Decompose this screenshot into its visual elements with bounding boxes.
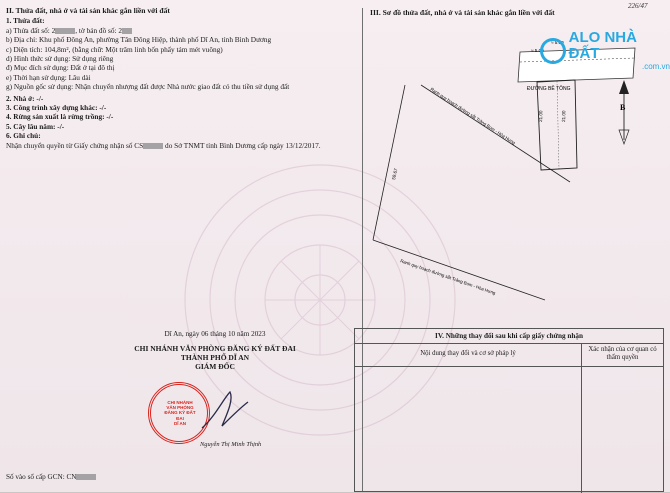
signer-name: Nguyễn Thị Minh Thịnh (200, 441, 262, 448)
alo-logo-icon (540, 38, 566, 64)
dimension-b: 21.00 (561, 110, 567, 123)
content-cell (355, 367, 582, 493)
issue-date: Dĩ An, ngày 06 tháng 10 năm 2023 (164, 330, 266, 338)
notes-suffix: do Sở TNMT tỉnh Bình Dương cấp ngày 13/12/2017. (163, 140, 321, 150)
redaction-mask (55, 28, 75, 34)
dimension-a: 21.00 (538, 110, 544, 123)
diagram-heading: III. Sơ đồ thửa đất, nhà ở và tài sản khác gắn liền với đất (370, 8, 555, 17)
boundary-label-top: Ranh quy hoạch đường sắt Trảng Bom - Hòa Hưng (429, 86, 517, 146)
seal-text: CHI NHÁNH VĂN PHÒNG ĐĂNG KÝ ĐẤT ĐAI DĨ AN (164, 400, 196, 426)
redaction-mask (143, 143, 163, 149)
usage-origin-line: g) Nguồn gốc sử dụng: Nhận chuyển nhượng đất được Nhà nước giao đất có thu tiền sử dụng đất (6, 82, 290, 92)
notes-prefix: Nhận chuyển quyền từ Giấy chứng nhận số CS (6, 140, 144, 150)
site-watermark (540, 30, 670, 71)
changes-table-body (355, 367, 663, 493)
parcel-number-label: a) Thửa đất số: 2 (6, 25, 56, 35)
signature-block (80, 330, 350, 371)
boundary-line-left (373, 85, 405, 240)
area-line: c) Diện tích: 104,8m², (bằng chữ: Một trăm linh bốn phẩy tám mét vuông) (6, 44, 223, 54)
road-label: ĐƯỜNG BÊ TÔNG (527, 86, 571, 92)
notes-heading: 6. Ghi chú: (6, 131, 41, 141)
handwritten-signature (196, 388, 256, 434)
house-line: 2. Nhà ở: -/- (6, 93, 44, 103)
redaction-mask (122, 28, 132, 34)
watermark-text (569, 30, 670, 71)
section-heading: II. Thửa đất, nhà ở và tài sản khác gắn liền với đất (6, 6, 170, 15)
notes-text (6, 141, 346, 150)
map-sheet-label: , tờ bản đồ số: 2 (75, 25, 123, 35)
changes-table-header (355, 344, 663, 367)
director-role: GIÁM ĐỐC (195, 362, 235, 371)
serial-label: Số vào sổ cấp GCN: CN (6, 473, 77, 481)
boundary-label-bottom: Ranh quy hoạch đường sắt Trảng Bom - Hòa Hưng (399, 258, 497, 296)
parcel-diagram (365, 30, 665, 320)
usage-term-line: e) Thời hạn sử dụng: Lâu dài (6, 72, 91, 82)
north-arrow-icon (619, 80, 629, 144)
boundary-line-bottom (373, 240, 545, 300)
reference-number: 226/47 (628, 2, 648, 10)
address-line: b) Địa chỉ: Khu phố Đông An, phường Tân Đông Hiệp, thành phố Dĩ An, tỉnh Bình Dương (6, 35, 272, 45)
land-heading: 1. Thửa đất: (6, 16, 45, 26)
scale-1: ≈ 5.00 (531, 48, 544, 53)
parcel-outline (537, 80, 577, 170)
forest-line: 4. Rừng sản xuất là rừng trồng: -/- (6, 112, 114, 122)
office-line-1: CHI NHÁNH VĂN PHÒNG ĐĂNG KÝ ĐẤT ĐAI (134, 344, 296, 353)
north-label: B (620, 103, 626, 112)
construction-line: 3. Công trình xây dựng khác: -/- (6, 103, 107, 113)
perennial-line: 5. Cây lâu năm: -/- (6, 121, 65, 131)
column-header-content: Nội dung thay đổi và cơ sở pháp lý (355, 344, 582, 366)
watermark-domain: .com.vn (641, 62, 670, 71)
watermark-brand: ALO NHÀ ĐẤT (568, 29, 637, 62)
land-info-section (6, 6, 356, 150)
changes-table-title: IV. Những thay đổi sau khi cấp giấy chứng nhận (355, 329, 663, 344)
dimension-c: 59.67 (391, 167, 399, 181)
usage-form-line: d) Hình thức sử dụng: Sử dụng riêng (6, 54, 114, 64)
office-line-2: THÀNH PHỐ DĨ AN (180, 353, 250, 362)
changes-table (354, 328, 664, 492)
scale-2: ≈ 5.00 (551, 40, 564, 45)
redaction-mask (76, 474, 96, 480)
column-header-confirmation: Xác nhận của cơ quan có thẩm quyền (588, 346, 657, 361)
usage-purpose-line: đ) Mục đích sử dụng: Đất ở tại đô thị (6, 63, 115, 73)
parcel-number-line (6, 26, 356, 35)
registry-serial (6, 473, 96, 481)
